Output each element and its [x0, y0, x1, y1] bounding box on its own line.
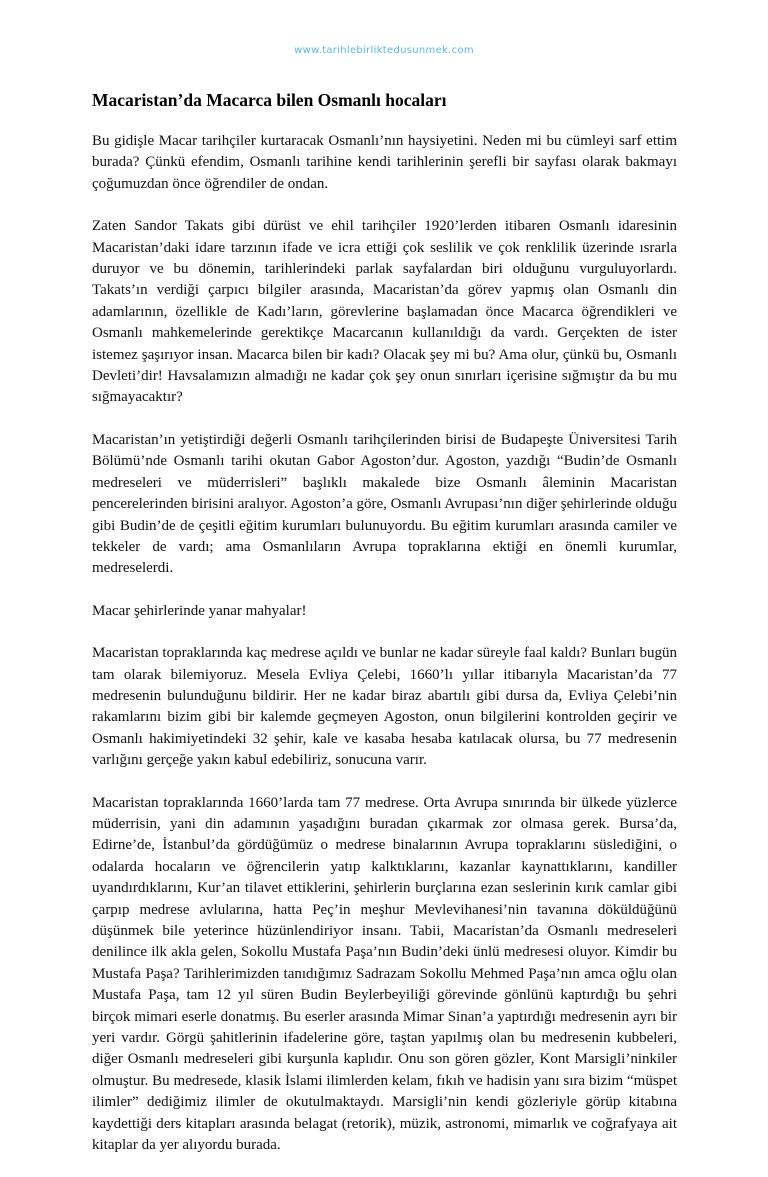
paragraph-takats: Zaten Sandor Takats gibi dürüst ve ehil tarihçiler 1920’lerden itibaren Osmanlı idaresinin Macaristan’daki idare tarzının ifade ve icra ettiği çok seslilik ve çok renklilik üzerinde ısrarla duruyor ve bu dönemin, tarihlerindeki parlak sayfalardan biri olduğunu vurguluyorlardı. Takats’ın verdiği çarpıcı bilgiler arasında, Macaristan’da görev yapmış olan Osmanlı din adamlarının, özellikle de Kadı’ların, görevlerine başlamadan önce Macarca öğrendikleri ve Osmanlı mahkemelerinde gerektikçe Macarcanın kullanıldığı da vardı. Gerçekten de ister istemez şaşırıyor insan. Macarca bilen bir kadı? Olacak şey mi bu? Ama olur, çünkü bu, Osmanlı Devleti’dir! Havsalamızın almadığı ne kadar çok şey onun sınırları içerisine sığmıştır da bu mu sığmayacaktır?	[92, 218, 677, 406]
article-body	[92, 88, 677, 1177]
paragraph-medrese-count: Macaristan topraklarında kaç medrese açıldı ve bunlar ne kadar süreyle faal kaldı? Bunları bugün tam olarak bilemiyoruz. Mesela Evliya Çelebi, 1660’lı yıllar itibarıyla Macaristan’da 77 medresenin bulunduğunu bildirir. Her ne kadar biraz abartılı gibi dursa da, Evliya Çelebi’nin rakamlarını bizim gibi bir kalemde geçmeyen Agoston, onun bilgilerini kontrolden geçirir ve Osmanlı hakimiyetindeki 32 şehir, kale ve kasaba hesaba katılacak olursa, bu 77 medresenin varlığını gerçeğe yakın kabul edebiliriz, sonucuna varır.	[92, 645, 677, 769]
watermark-url: www.tarihlebirliktedusunmek.com	[294, 45, 474, 56]
paragraph-agoston: Macaristan’ın yetiştirdiği değerli Osmanlı tarihçilerinden birisi de Budapeşte Üniversitesi Tarih Bölümü’nde Osmanlı tarihi okutan Gabor Agoston’dur. Agoston, yazdığı “Budin’de Osmanlı medreseleri ve müderrisleri” başlıklı makalede bize Osmanlı âleminin Macaristan pencerelerinden birisini aralıyor. Agoston’a göre, Osmanlı Avrupası’nın diğer şehirlerinde olduğu gibi Budin’de de çeşitli eğitim kurumları bulunuyordu. Bu eğitim kurumları arasında camiler ve tekkeler de vardı; ama Osmanlıların Avrupa topraklarına ektiği en önemli kurumlar, medreselerdi.	[92, 431, 677, 577]
section-subheading: Macar şehirlerinde yanar mahyalar!	[92, 602, 307, 619]
paragraph-intro: Bu gidişle Macar tarihçiler kurtaracak Osmanlı’nın haysiyetini. Neden mi bu cümleyi sarf ettim burada? Çünkü efendim, Osmanlı tarihine kendi tarihlerinin şerefli bir sayfası olarak bakmayı çoğumuzdan önce öğrendiler de ondan.	[92, 133, 677, 192]
article-title: Macaristan’da Macarca bilen Osmanlı hocaları	[92, 90, 447, 110]
paragraph-medrese-life: Macaristan topraklarında 1660’larda tam 77 medrese. Orta Avrupa sınırında bir ülkede yüzlerce müderrisin, yani din adamının yaşadığını buradan çıkarmak zor olmasa gerek. Bursa’da, Edirne’de, İstanbul’da gördüğümüz o medrese binalarının Avrupa topraklarını süslediğini, o odalarda hocaların ve öğrencilerin yatıp kalktıklarını, kazanlar kaynattıklarını, kandiller uyandırdıklarını, Kur’an tilavet ettiklerini, şehirlerin burçlarına ezan seslerinin kırık camlar gibi çarpıp medrese avlularına, hatta Peç’in meşhur Mevlevihanesi’nin tavanına döküldüğünü düşünmek bile yeterince hüzünlendiriyor insanı. Tabii, Macaristan’da Osmanlı medreseleri denilince ilk akla gelen, Sokollu Mustafa Paşa’nın Budin’deki ünlü medresesi oluyor. Kimdir bu Mustafa Paşa? Tarihlerimizden tanıdığımız Sadrazam Sokollu Mehmed Paşa’nın amca oğlu olan Mustafa Paşa, tam 12 yıl süren Budin Beylerbeyiliği görevinde gönlünü kaptırdığı bu şehri birçok mimari eserle donatmış. Bu eserler arasında Mimar Sinan’a yaptırdığı medresenin ayrı bir yeri vardır. Görgü şahitlerinin ifadelerine göre, taştan yapılmış olan bu medresenin kubbeleri, diğer Osmanlı medreseleri gibi kurşunla kaplıdır. Onu son gören gözler, Kont Marsigli’ninkiler olmuştur. Bu medresede, klasik İslami ilimlerden kelam, fıkıh ve hadisin yanı sıra bizim “müspet ilimler” dediğimiz ilimler de okutulmaktaydı. Marsigli’nin kendi gözleriyle görüp kitabına kaydettiği ders kitapları arasında belagat (retorik), müzik, astronomi, mimarlık ve coğrafyaya ait kitaplar da yer alıyordu burada.	[92, 794, 677, 1154]
